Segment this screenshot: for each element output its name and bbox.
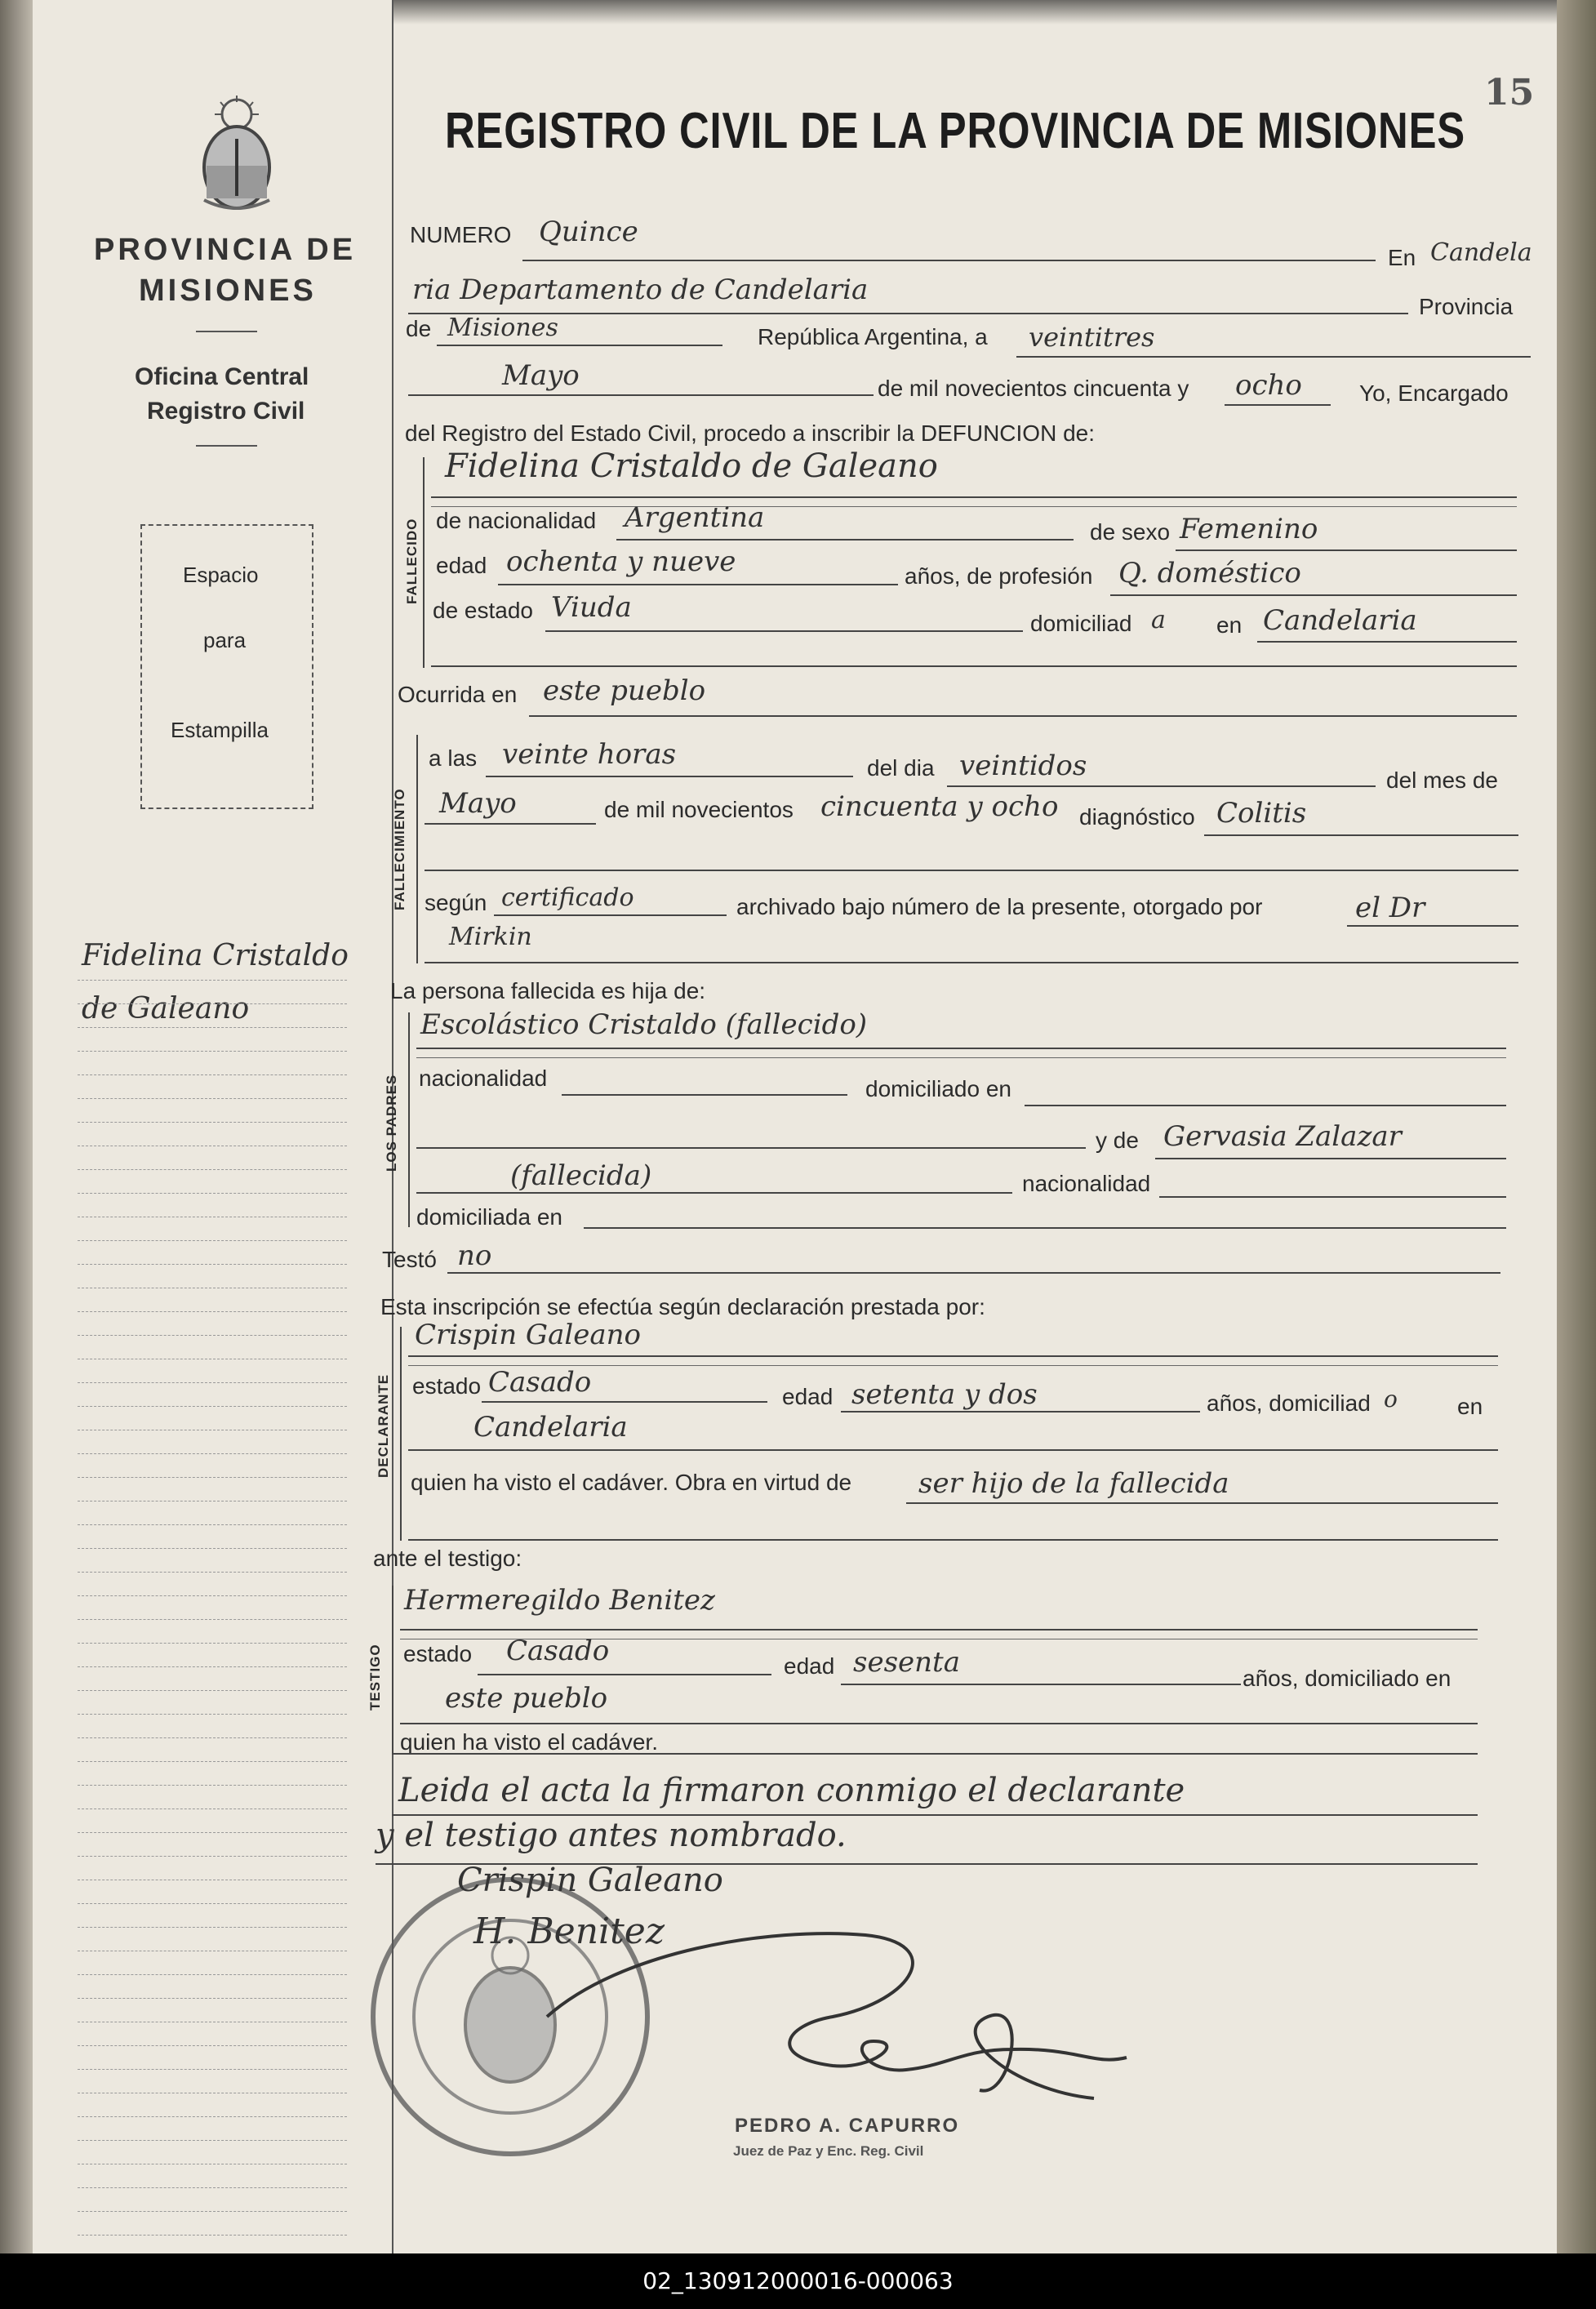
fallecido-label: FALLECIDO — [404, 518, 420, 604]
segun-label: según — [425, 890, 487, 915]
en-value2: ria Departamento de Candelaria — [412, 274, 869, 306]
archivado-text: archivado bajo número de la presente, otorgado por — [736, 894, 1263, 919]
margin-ruled-line — [78, 1856, 347, 1857]
fill-line — [478, 1674, 771, 1675]
fill-line — [392, 1814, 1478, 1816]
diagnostico-value: Colitis — [1216, 797, 1307, 830]
fill-line — [486, 776, 853, 777]
signature-declarante: Crispin Galeano — [457, 1862, 723, 1899]
margin-ruled-line — [78, 1027, 347, 1028]
margin-ruled-line — [78, 1453, 347, 1454]
declarante-en-label: en — [1457, 1394, 1483, 1419]
padres-label: LOS PADRES — [384, 1074, 399, 1172]
numero-label: NUMERO — [410, 222, 512, 247]
fill-line — [437, 345, 722, 346]
margin-ruled-line — [78, 1051, 347, 1052]
dia-value: veintidos — [959, 750, 1087, 782]
de-value: Misiones — [447, 314, 558, 342]
margin-ruled-line — [78, 1406, 347, 1407]
month-value: Mayo — [502, 359, 580, 392]
encargado-text: Yo, Encargado — [1359, 380, 1509, 406]
margin-ruled-line — [78, 1619, 347, 1620]
margin-ruled-line — [78, 1643, 347, 1644]
fill-line — [906, 1502, 1498, 1504]
book-edge — [1557, 0, 1596, 2253]
declarante-visto-text: quien ha visto el cadáver. Obra en virtud de — [411, 1470, 852, 1495]
margin-ruled-line — [78, 980, 347, 981]
declarante-estado-value: Casado — [488, 1366, 592, 1399]
page-shadow — [392, 0, 1557, 24]
margin-ruled-line — [78, 1074, 347, 1075]
margin-ruled-line — [78, 1666, 347, 1667]
margin-ruled-line — [78, 1169, 347, 1170]
fallecimiento-label: FALLECIMIENTO — [392, 788, 407, 910]
page-number: 15 — [1484, 72, 1535, 113]
fill-line — [431, 506, 1517, 507]
registro-text: del Registro del Estado Civil, procedo a inscribir la DEFUNCION de: — [405, 420, 1095, 446]
margin-ruled-line — [78, 1595, 347, 1596]
testigo-visto-text: quien ha visto el cadáver. — [400, 1729, 658, 1755]
fill-line — [841, 1411, 1200, 1413]
fill-line — [522, 260, 1376, 261]
profesion-value: Q. doméstico — [1118, 557, 1301, 589]
fill-line — [425, 823, 596, 825]
de-label: de — [406, 316, 432, 341]
otorgado-value1: el Dr — [1355, 892, 1425, 924]
fill-line — [400, 1723, 1478, 1724]
dia-label: del dia — [867, 755, 935, 781]
margin-ruled-line — [78, 1548, 347, 1549]
margin-ruled-line — [78, 2187, 347, 2188]
fill-line — [416, 1057, 1506, 1058]
margin-ruled-line — [78, 1193, 347, 1194]
padres-domiciliado-label: domiciliado en — [865, 1076, 1011, 1101]
declarante-intro: Esta inscripción se efectúa según declaración prestada por: — [380, 1294, 985, 1319]
father-value: Escolástico Cristaldo (fallecido) — [420, 1008, 868, 1041]
margin-ruled-line — [78, 1572, 347, 1573]
fill-line — [431, 665, 1517, 667]
testigo-estado-label: estado — [403, 1641, 473, 1666]
margin-ruled-line — [78, 1501, 347, 1502]
year-text: de mil novecientos cincuenta y — [878, 376, 1189, 401]
segun-value: certificado — [501, 883, 634, 912]
margin-ruled-line — [78, 1927, 347, 1928]
fill-line — [408, 1539, 1498, 1541]
day-value: veintitres — [1029, 322, 1155, 353]
fill-line — [392, 1753, 1478, 1755]
fill-line — [529, 715, 1517, 717]
fill-line — [447, 1272, 1500, 1274]
mother-value: Gervasia Zalazar — [1163, 1120, 1402, 1153]
margin-ruled-line — [78, 1477, 347, 1478]
margin-ruled-line — [78, 1808, 347, 1809]
domicilio-value: Candelaria — [1263, 604, 1417, 637]
margin-ruled-line — [78, 1903, 347, 1904]
margin-ruled-line — [78, 1737, 347, 1738]
stamp-box-line2: para — [203, 628, 247, 652]
year-value: ocho — [1235, 369, 1302, 402]
declarante-name: Crispin Galeano — [415, 1319, 641, 1351]
testigo-edad-label: edad — [784, 1653, 835, 1679]
sexo-label: de sexo — [1090, 519, 1171, 545]
fill-line — [408, 1449, 1498, 1451]
margin-ruled-line — [78, 2140, 347, 2141]
margin-ruled-line — [78, 1003, 347, 1004]
en-label: En — [1388, 245, 1416, 270]
declarante-estado-label: estado — [412, 1373, 482, 1399]
y-de-label: y de — [1096, 1128, 1139, 1153]
margin-ruled-line — [78, 1335, 347, 1336]
image-id-footer: 02_130912000016-000063 — [0, 2253, 1596, 2309]
margin-ruled-line — [78, 1714, 347, 1715]
margin-name-line2: de Galeano — [82, 992, 250, 1025]
testigo-name: Hermeregildo Benitez — [404, 1584, 715, 1617]
declarante-domicilio-label: años, domiciliad — [1207, 1390, 1371, 1416]
testo-value: no — [457, 1239, 492, 1272]
signature-testigo: H. Benitez — [473, 1911, 665, 1952]
official-title: Juez de Paz y Enc. Reg. Civil — [733, 2143, 924, 2159]
stamp-box-line1: Espacio — [183, 563, 259, 587]
fill-line — [408, 1355, 1498, 1357]
testigo-label: TESTIGO — [367, 1644, 383, 1711]
fill-line — [416, 1192, 1012, 1194]
numero-value: Quince — [539, 216, 638, 248]
declarante-domicilio-value: Candelaria — [473, 1411, 628, 1444]
margin-ruled-line — [78, 1974, 347, 1975]
office-line2: Registro Civil — [147, 398, 305, 425]
testigo-edad-value: sesenta — [853, 1646, 960, 1679]
fallecimiento-year-text: de mil novecientos — [604, 797, 794, 822]
margin-ruled-line — [78, 1690, 347, 1691]
fill-line — [425, 962, 1518, 963]
margin-ruled-line — [78, 2235, 347, 2236]
province-title-line1: PROVINCIA DE — [94, 233, 357, 267]
official-name: PEDRO A. CAPURRO — [735, 2115, 960, 2137]
province-title-line2: MISIONES — [139, 274, 317, 308]
a-las-label: a las — [429, 745, 478, 771]
estado-value: Viuda — [551, 591, 632, 624]
fill-line — [431, 496, 1517, 498]
testigo-estado-value: Casado — [506, 1635, 610, 1667]
fill-line — [416, 1048, 1506, 1049]
margin-ruled-line — [78, 1122, 347, 1123]
fallecimiento-year-value: cincuenta y ocho — [820, 790, 1059, 823]
padres-nacionalidad-label: nacionalidad — [419, 1066, 548, 1091]
fill-line — [584, 1227, 1506, 1229]
fill-line — [1155, 1158, 1506, 1159]
padres-domiciliada-label: domiciliada en — [416, 1204, 562, 1230]
provincia-label: Provincia — [1419, 294, 1514, 319]
testigo-intro: ante el testigo: — [373, 1546, 522, 1571]
fill-line — [498, 584, 898, 585]
fill-line — [1347, 925, 1518, 927]
margin-ruled-line — [78, 1240, 347, 1241]
stamp-box — [140, 524, 313, 809]
diagnostico-label: diagnóstico — [1079, 804, 1195, 830]
official-signature-icon — [522, 1902, 1192, 2139]
testigo-domicilio-label: años, domiciliado en — [1243, 1666, 1452, 1691]
fill-line — [482, 1401, 767, 1403]
declarante-virtud-value: ser hijo de la fallecida — [918, 1467, 1229, 1500]
office-line1: Oficina Central — [135, 363, 309, 390]
ocurrida-value: este pueblo — [543, 674, 706, 707]
edad-label: edad — [436, 553, 487, 578]
fill-line — [1204, 834, 1518, 836]
horas-value: veinte horas — [502, 738, 677, 771]
margin-ruled-line — [78, 1382, 347, 1383]
fill-line — [425, 870, 1518, 871]
margin-ruled-line — [78, 2116, 347, 2117]
nacionalidad-label: de nacionalidad — [436, 508, 597, 533]
margin-ruled-line — [78, 1761, 347, 1762]
declarante-label: DECLARANTE — [376, 1373, 391, 1478]
margin-ruled-line — [78, 1832, 347, 1833]
republica-text: República Argentina, a — [758, 324, 988, 349]
closing-line2: y el testigo antes nombrado. — [376, 1817, 847, 1854]
mes-label: del mes de — [1386, 767, 1498, 793]
mes-value: Mayo — [439, 787, 517, 820]
fill-line — [494, 914, 727, 916]
sexo-value: Femenino — [1180, 513, 1318, 545]
domicilio-suffix: a — [1151, 606, 1166, 634]
testigo-domicilio-value: este pueblo — [445, 1682, 608, 1715]
profesion-label: años, de profesión — [905, 563, 1093, 589]
margin-ruled-line — [78, 1264, 347, 1265]
fill-line — [1176, 549, 1517, 551]
domicilio-label: domiciliad — [1030, 611, 1132, 636]
estado-label: de estado — [433, 598, 533, 623]
margin-ruled-line — [78, 1098, 347, 1099]
domicilio-en-label: en — [1216, 612, 1243, 638]
declarante-edad-value: setenta y dos — [851, 1378, 1038, 1411]
margin-ruled-line — [78, 1998, 347, 1999]
fill-line — [408, 394, 874, 396]
otorgado-value2: Mirkin — [449, 923, 532, 951]
fill-line — [545, 630, 1023, 632]
fill-line — [1016, 356, 1531, 358]
deceased-name: Fidelina Cristaldo de Galeano — [445, 447, 938, 485]
margin-name-line1: Fidelina Cristaldo — [82, 939, 349, 972]
binding-edge — [0, 0, 33, 2253]
fill-line — [1159, 1196, 1506, 1198]
declarante-domicilio-suffix: o — [1384, 1386, 1398, 1413]
fill-line — [1110, 594, 1517, 596]
margin-ruled-line — [78, 2211, 347, 2212]
fill-line — [400, 1629, 1478, 1631]
fill-line — [1025, 1105, 1506, 1106]
coat-of-arms-icon — [192, 94, 282, 216]
fill-line — [947, 785, 1376, 787]
en-value1: Candela — [1430, 238, 1532, 267]
padres-nacionalidad2-label: nacionalidad — [1022, 1171, 1151, 1196]
edad-value: ochenta y nueve — [506, 545, 736, 578]
divider — [196, 331, 257, 332]
fill-line — [1225, 404, 1331, 406]
fill-line — [562, 1094, 847, 1096]
page-title: REGISTRO CIVIL DE LA PROVINCIA DE MISIONES — [445, 103, 1466, 159]
margin-ruled-line — [78, 1785, 347, 1786]
closing-line1: Leida el acta la firmaron conmigo el declarante — [398, 1772, 1185, 1809]
divider — [196, 445, 257, 447]
mother-status: (fallecida) — [510, 1159, 652, 1192]
testo-label: Testó — [382, 1247, 437, 1272]
declarante-edad-label: edad — [782, 1384, 834, 1409]
nacionalidad-value: Argentina — [625, 501, 765, 534]
padres-intro: La persona fallecida es hija de: — [390, 978, 706, 1003]
fill-line — [1257, 641, 1517, 643]
ocurrida-label: Ocurrida en — [398, 682, 518, 707]
margin-ruled-line — [78, 2045, 347, 2046]
margin-ruled-line — [78, 1311, 347, 1312]
margin-ruled-line — [78, 2069, 347, 2070]
stamp-box-line3: Estampilla — [171, 718, 269, 742]
fill-line — [841, 1684, 1241, 1685]
fill-line — [416, 1147, 1086, 1149]
margin-ruled-line — [78, 1524, 347, 1525]
fill-line — [616, 539, 1074, 541]
